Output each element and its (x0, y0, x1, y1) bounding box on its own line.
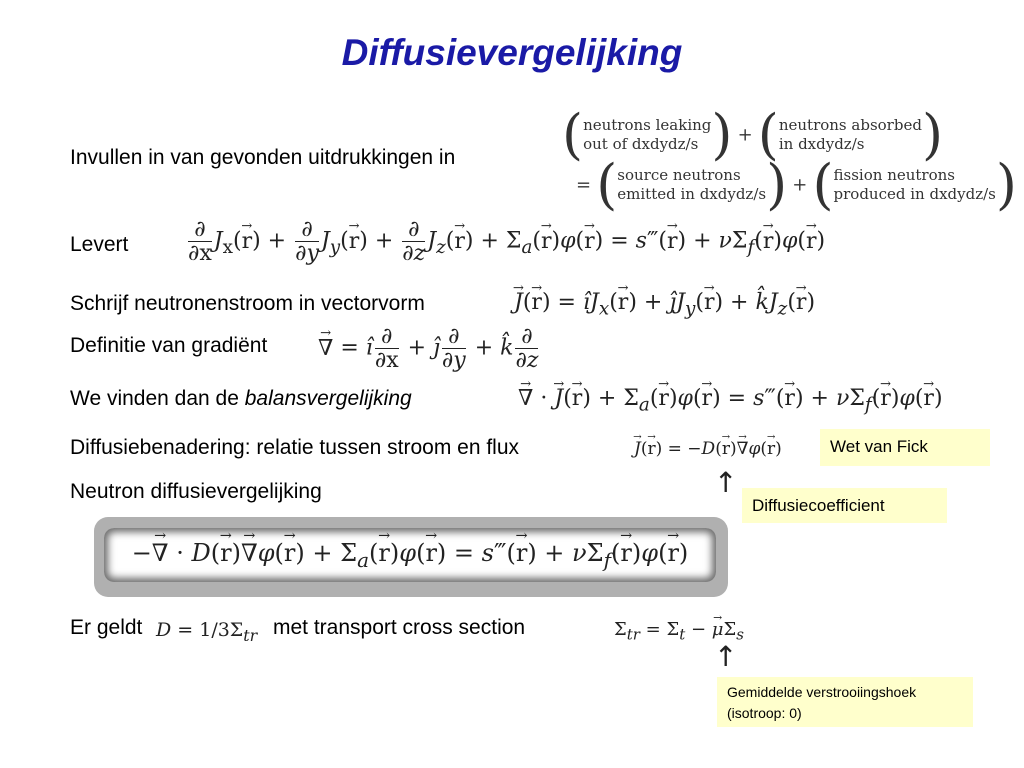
equation-divergence-components: $\frac{\partial}{\partial x}$ $J_x(\to r)$ + $\frac{\partial}{\partial y}$ $J_y(\to r)$ + $\frac{\partial}{\partial z}$ $J_z(\to r) + \Sigma_a(\to r)\varphi(\to r)$ = s‴(→ $r) + \nu\Sigma_f(\to r)\varphi(\to r)$ (186, 218, 825, 265)
equation-sigma-tr: $\Sigma_{tr} = \Sigma_t$ − → $\mu\Sigma_s$ (614, 619, 744, 644)
label-neutron-diffusievergelijking: Neutron diffusievergelijking (70, 480, 322, 503)
leak-line-1: neutrons leaking (583, 116, 712, 134)
abs-line-2: in dxdydz/s (778, 135, 865, 153)
label-met-transport: met transport cross section (273, 616, 526, 639)
src-line-1: source neutrons (617, 166, 741, 184)
label-diffusiebenadering: Diffusiebenadering: relatie tussen stroom en flux (70, 436, 520, 459)
label-we-vinden: We vinden dan de balansvergelijking (70, 387, 412, 410)
label-definitie: Definitie van gradiënt (70, 334, 268, 357)
fis-line-2: produced in dxdydz/s (833, 185, 996, 203)
label-levert: Levert (70, 233, 129, 256)
note-wet-van-fick: Wet van Fick (820, 429, 990, 466)
arrow-up-icon: ↑ (714, 466, 738, 499)
src-line-2: emitted in dxdydz/s (617, 185, 767, 203)
fis-line-1: fission neutrons (833, 166, 955, 184)
label-er-geldt: Er geldt (70, 616, 143, 639)
balansvergelijking-term: balansvergelijking (244, 387, 412, 410)
label-schrijf: Schrijf neutronenstroom in vectorvorm (70, 292, 425, 315)
equation-neutron-diffusion: −→ ∇ · $D(\to r)\to \nabla\varphi(\to r) + \Sigma_a(\to r)\varphi(\to r)$ = s‴(→ $r) + \nu\Sigma_f(\to r)\varphi(\to r)$ (132, 539, 689, 572)
equation-current-vector: → $J(\to r) = îJ_x(\to r)$ + $ĵJ_y(\to r)$ + $k̂J_z(\to r)$ (514, 290, 815, 319)
note-diffusiecoefficient: Diffusiecoefficient (742, 488, 947, 523)
balance-equation-words: (neutrons leaking out of dxdydz/s ) + (neutrons absorbed in dxdydz/s ) = (source neutrons emitted in dxdydz/s) + (fission neutrons produced in dxdydz/s) (562, 103, 1017, 216)
label-invullen: Invullen in van gevonden uitdrukkingen in (70, 146, 456, 169)
equation-box (104, 528, 716, 582)
equation-balance: → ∇ · → $J(\to r) + \Sigma_a(\to r)\varphi(\to r)$ = s‴(→ $r) + \nu\Sigma_f(\to r)\varphi(\to r)$ (518, 386, 943, 415)
note-gemiddelde-verstrooiingshoek: Gemiddelde verstrooiingshoek (isotroop: 0) (717, 677, 973, 727)
slide-title: Diffusievergelijking (341, 32, 683, 73)
leak-line-2: out of dxdydz/s (583, 135, 699, 153)
abs-line-1: neutrons absorbed (778, 116, 922, 134)
equation-d-definition: $D = 1/3\Sigma_{tr}$ (156, 619, 258, 645)
equation-fick: → J(→ r) = −D(→ r)→ ∇φ(→ r) (634, 439, 782, 459)
equation-gradient: → ∇ = î $\frac{\partial}{\partial x}$ + ĵ $\frac{\partial}{\partial y}$ + k̂ $\frac{\partial}{\partial z}$ (318, 325, 540, 372)
arrow-up-icon-2: ↑ (714, 640, 738, 673)
